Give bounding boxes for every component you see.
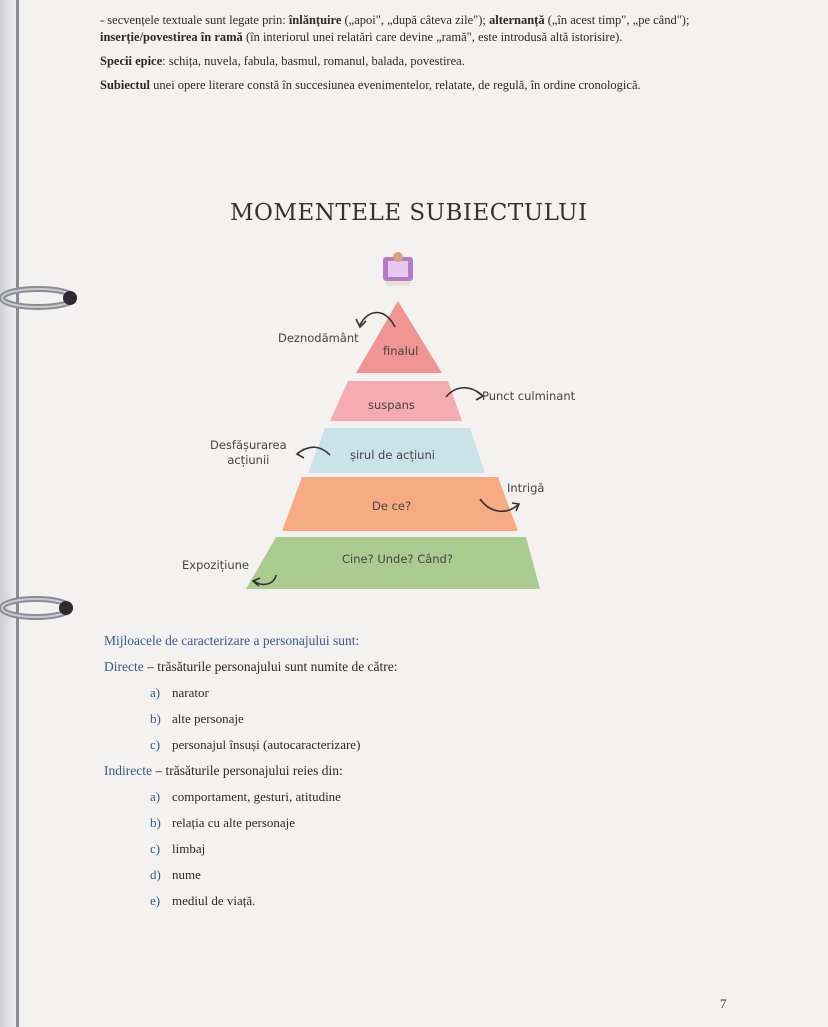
- text: unei opere literare constă în succesiunea evenimentelor, relatate, de regulă, în ordine cronologică.: [150, 78, 641, 92]
- term-insertie: inserție/povestirea în ramă: [100, 30, 243, 44]
- intro-text: [100, 12, 710, 101]
- label-intriga: Intrigă: [507, 481, 545, 495]
- characterization-section: [104, 628, 704, 914]
- list-text: comportament, gesturi, atitudine: [172, 789, 341, 804]
- list-text: narator: [172, 685, 209, 700]
- list-item: [104, 680, 704, 706]
- layer-label-finalul: finalul: [383, 344, 419, 358]
- list-letter: c): [150, 841, 161, 856]
- label-punct-culminant: Punct culminant: [482, 389, 576, 403]
- list-text: personajul însuși (autocaracterizare): [172, 737, 361, 752]
- heading-directe: [104, 654, 704, 680]
- heading-indirecte: [104, 758, 704, 784]
- list-item: [104, 706, 704, 732]
- paragraph-species: [100, 53, 710, 70]
- label-directe: Directe: [104, 659, 144, 674]
- text: – trăsăturile personajului sunt numite de către:: [143, 659, 398, 674]
- text: (în interiorul unei relatări care devine „ramă", este introdusă altă istorisire).: [242, 30, 623, 44]
- paragraph-sequences: [100, 12, 710, 46]
- label-deznodamant: Deznodământ: [278, 331, 359, 345]
- text: - secvențele textuale sunt legate prin:: [100, 13, 289, 27]
- list-letter: b): [150, 815, 161, 830]
- list-letter: a): [150, 789, 161, 804]
- list-text: alte personaje: [172, 711, 244, 726]
- list-item: [104, 836, 704, 862]
- text: („apoi", „după câteva zile");: [341, 13, 490, 27]
- plot-pyramid-diagram: [180, 245, 620, 605]
- pyramid-layer-finalul: [356, 301, 442, 373]
- arrow-icon: [297, 449, 304, 458]
- term-specii-epice: Specii epice: [100, 54, 163, 68]
- list-letter: b): [150, 711, 161, 726]
- page-number: 7: [720, 996, 727, 1011]
- list-letter: c): [150, 737, 161, 752]
- label-desfasurarea-actiunii: [210, 438, 287, 468]
- list-text: relația cu alte personaje: [172, 815, 296, 830]
- text: : schița, nuvela, fabula, basmul, romanul, balada, povestirea.: [162, 54, 465, 68]
- text: – trăsăturile personajului reies din:: [151, 763, 343, 778]
- pyramid-graphic: [180, 245, 620, 605]
- text: („în acest timp", „pe când");: [544, 13, 690, 27]
- binder-ring-icon: [0, 588, 80, 628]
- list-text: limbaj: [172, 841, 206, 856]
- label-expozitiune: Expozițiune: [182, 558, 249, 572]
- term-inlantuire: înlănțuire: [288, 13, 342, 27]
- list-letter: a): [150, 685, 161, 700]
- list-letter: e): [150, 893, 161, 908]
- label-line: Desfășurarea: [210, 438, 287, 452]
- binder-line: [16, 0, 19, 1027]
- heading-mijloace: Mijloacele de caracterizare a personajului sunt:: [104, 633, 360, 648]
- layer-label-suspans: suspans: [368, 398, 415, 412]
- label-line: acțiunii: [227, 453, 270, 467]
- term-alternanta: alternanță: [489, 13, 545, 27]
- layer-label-de-ce: De ce?: [372, 499, 412, 513]
- list-text: nume: [172, 867, 201, 882]
- list-letter: d): [150, 867, 161, 882]
- list-item: [104, 862, 704, 888]
- list-item: [104, 732, 704, 758]
- label-indirecte: Indirecte: [104, 763, 152, 778]
- book-icon: [383, 252, 413, 286]
- binder-ring-icon: [0, 278, 80, 318]
- list-item: [104, 810, 704, 836]
- section-title: MOMENTELE SUBIECTULUI: [230, 200, 588, 226]
- list-item: [104, 888, 704, 914]
- list-item: [104, 784, 704, 810]
- term-subiectul: Subiectul: [100, 78, 151, 92]
- list-text: mediul de viață.: [172, 893, 256, 908]
- paragraph-subject: [100, 77, 710, 94]
- layer-label-cine-unde-cand: Cine? Unde? Când?: [342, 552, 453, 566]
- layer-label-sirul-de-actiuni: șirul de acțiuni: [350, 448, 435, 462]
